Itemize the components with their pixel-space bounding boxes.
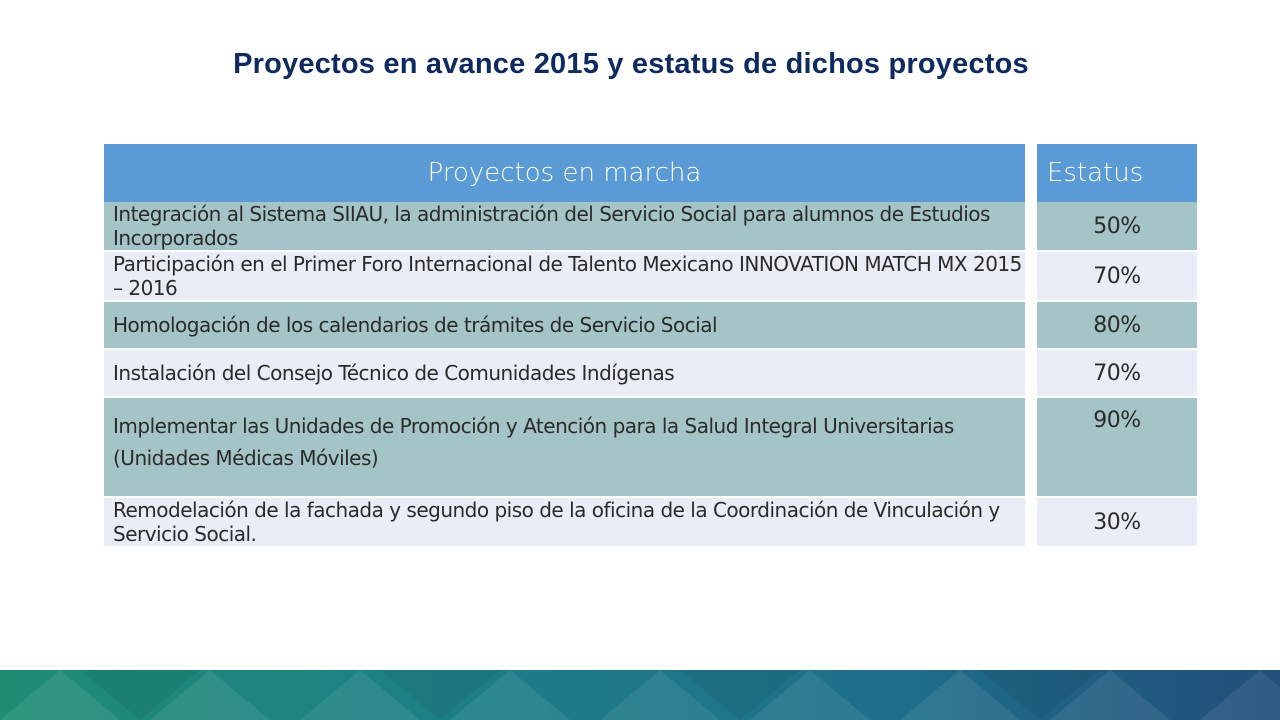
project-name: Remodelación de la fachada y segundo piso de la oficina de la Coordinación de Vinculación y Servicio Social. bbox=[113, 498, 1000, 546]
status-header: Estatus bbox=[1037, 144, 1197, 202]
status-row-6 bbox=[1037, 498, 1197, 546]
status-value: 90% bbox=[1093, 408, 1141, 433]
project-name: Instalación del Consejo Técnico de Comunidades Indígenas bbox=[113, 361, 675, 385]
project-name: Homologación de los calendarios de trámites de Servicio Social bbox=[113, 313, 718, 337]
status-column bbox=[1037, 144, 1197, 546]
status-row-5 bbox=[1037, 398, 1197, 496]
status-row-1 bbox=[1037, 202, 1197, 250]
status-row-2 bbox=[1037, 252, 1197, 300]
project-row-5 bbox=[104, 398, 1025, 496]
status-row-3 bbox=[1037, 302, 1197, 348]
project-name: Implementar las Unidades de Promoción y Atención para la Salud Integral Universitarias bbox=[113, 414, 954, 438]
project-row-4 bbox=[104, 350, 1025, 396]
project-row-3 bbox=[104, 302, 1025, 348]
projects-header: Proyectos en marcha bbox=[104, 144, 1025, 202]
status-row-4 bbox=[1037, 350, 1197, 396]
projects-column bbox=[104, 144, 1025, 546]
project-row-1 bbox=[104, 202, 1025, 250]
status-value: 70% bbox=[1093, 263, 1141, 289]
status-value: 30% bbox=[1093, 509, 1141, 535]
project-name-line2: (Unidades Médicas Móviles) bbox=[113, 446, 379, 470]
project-row-2 bbox=[104, 252, 1025, 300]
footer-banner bbox=[0, 670, 1280, 720]
slide-title: Proyectos en avance 2015 y estatus de dichos proyectos bbox=[233, 48, 1029, 80]
status-value: 80% bbox=[1093, 312, 1141, 338]
project-row-6 bbox=[104, 498, 1025, 546]
status-value: 70% bbox=[1093, 360, 1141, 386]
footer-pattern bbox=[0, 670, 1280, 720]
project-name: Participación en el Primer Foro Internacional de Talento Mexicano INNOVATION MATCH MX 2015 – 2016 bbox=[113, 252, 1022, 300]
status-value: 50% bbox=[1093, 213, 1141, 239]
project-name: Integración al Sistema SIIAU, la administración del Servicio Social para alumnos de Estudios Incorporados bbox=[113, 202, 990, 250]
